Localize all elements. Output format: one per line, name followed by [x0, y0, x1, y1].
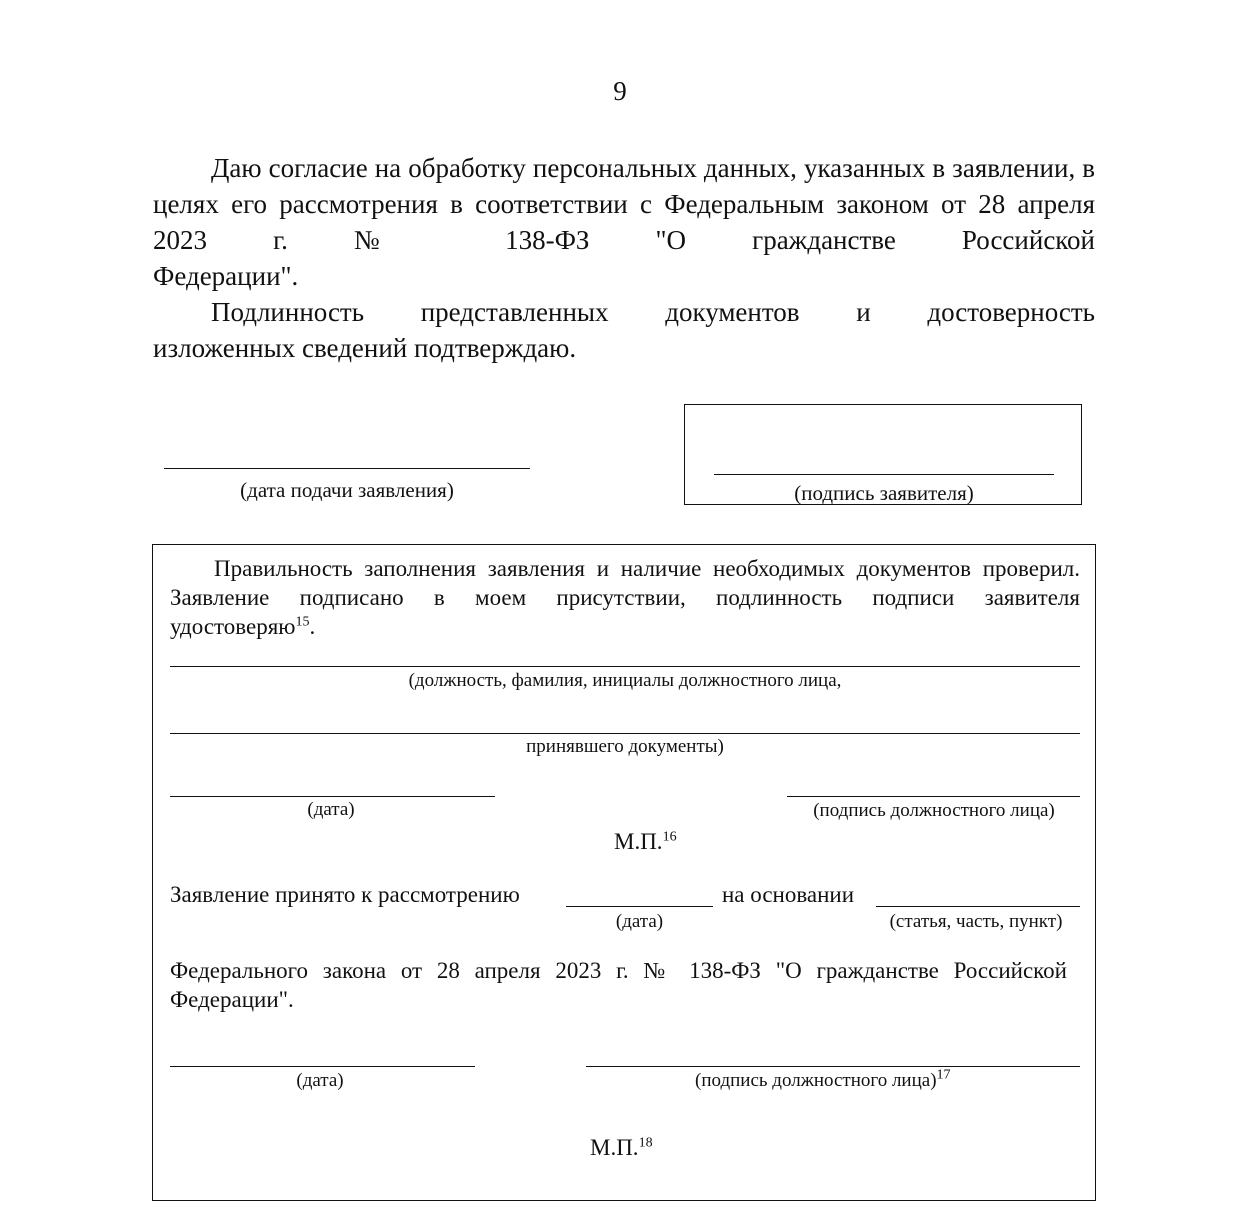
footnote-18: 18 [638, 1135, 653, 1151]
check-date-caption: (дата) [307, 799, 355, 820]
authenticity-paragraph [153, 294, 1095, 366]
verification-last-word: удостоверяю [170, 614, 296, 639]
basis-caption: (статья, часть, пункт) [889, 911, 1063, 932]
accepted-date-caption: (дата) [615, 911, 664, 932]
official-position-caption: (должность, фамилия, инициалы должностного лица, [408, 670, 842, 691]
decision-date-caption: (дата) [296, 1070, 344, 1091]
consent-paragraph-end: Федерации". [153, 261, 299, 291]
accepted-for-review-text: Заявление принято к рассмотрению [170, 882, 520, 907]
law-reference-end: Федерации". [170, 987, 294, 1012]
official-signature-line-1[interactable] [787, 796, 1080, 797]
basis-text: на основании [722, 882, 855, 907]
stamp-mark-2 [590, 1134, 653, 1162]
verification-paragraph-text: Правильность заполнения заявления и наличие необходимых документов проверил. Заявление подписано в моем присутствии, подлинность подписи заявителя [170, 556, 1080, 610]
law-reference-paragraph [170, 956, 1067, 1014]
applicant-signature-caption: (подпись заявителя) [794, 481, 974, 505]
consent-paragraph [153, 150, 1095, 294]
authenticity-paragraph-end: изложенных сведений подтверждаю. [153, 333, 577, 363]
accepted-documents-caption: принявшего документы) [526, 736, 724, 757]
verification-paragraph-end [170, 612, 1080, 641]
law-reference-text: Федерального закона от 28 апреля 2023 г. № 138-ФЗ "О гражданстве Российской [170, 958, 1067, 983]
decision-date-line[interactable] [170, 1066, 475, 1067]
official-signature-caption-2 [695, 1067, 951, 1092]
basis-line[interactable] [876, 906, 1080, 907]
official-signature-line-2[interactable] [586, 1066, 1080, 1067]
application-date-line[interactable] [164, 468, 530, 469]
check-date-line[interactable] [170, 796, 495, 797]
application-date-caption: (дата подачи заявления) [240, 478, 454, 502]
official-signature-caption-2-text: (подпись должностного лица) [695, 1070, 937, 1091]
verification-period: . [309, 614, 316, 639]
applicant-signature-line[interactable] [714, 474, 1054, 475]
official-position-line-2[interactable] [170, 733, 1080, 734]
official-position-line[interactable] [170, 666, 1080, 667]
consent-paragraph-text: Даю согласие на обработку персональных данных, указанных в заявлении, в целях его рассмотрения в соответствии с Федеральным законом от 28 апреля 2023 г. № 138-ФЗ "О гражданстве Российской [153, 153, 1095, 255]
footnote-16: 16 [662, 829, 677, 845]
footnote-15: 15 [295, 614, 310, 630]
stamp-mark-1 [614, 828, 677, 856]
accepted-date-line[interactable] [566, 906, 713, 907]
authenticity-paragraph-text: Подлинность представленных документов и достоверность [211, 297, 1095, 327]
stamp-mark-2-text: М.П. [590, 1135, 639, 1160]
page-number: 9 [613, 76, 627, 106]
footnote-17: 17 [936, 1067, 951, 1083]
official-verification-box [152, 544, 1096, 1201]
stamp-mark-1-text: М.П. [614, 829, 663, 854]
official-signature-caption-1: (подпись должностного лица) [813, 800, 1055, 821]
verification-paragraph [170, 554, 1080, 641]
